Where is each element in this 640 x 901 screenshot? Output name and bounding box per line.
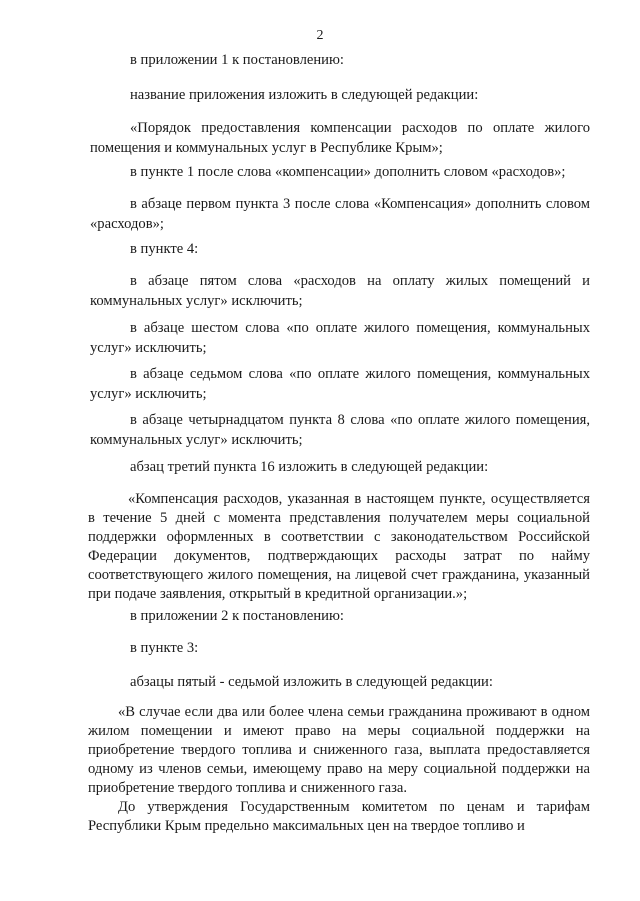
paragraph-abzac-14: в абзаце четырнадцатом пункта 8 слова «по оплате жилого помещения, коммунальных услуг» исключить;	[90, 412, 590, 448]
paragraph-point-4: в пункте 4:	[130, 241, 199, 257]
paragraph-abzac-5: в абзаце пятом слова «расходов на оплату жилых помещений и коммунальных услуг» исключить;	[90, 273, 590, 309]
paragraph-compensation-quote: «Компенсация расходов, указанная в настоящем пункте, осуществляется в течение 5 дней с момента представления получателем меры социальной поддержки оформленных в соответствии с законодательством Российской Федерации документов, подтверждающих расходы затрат по найму соответствующего жилого помещения, на лицевой счет гражданина, указанный при подаче заявления, открытый в кредитной организации.»;	[88, 491, 590, 602]
paragraph-abzac-6: в абзаце шестом слова «по оплате жилого помещения, коммунальных услуг» исключить;	[90, 320, 590, 356]
paragraph-point-16: абзац третий пункта 16 изложить в следующей редакции:	[130, 459, 489, 475]
paragraph-until-approval: До утверждения Государственным комитетом по ценам и тарифам Республики Крым предельно максимальных цен на твердое топливо и	[88, 799, 590, 834]
paragraph-title-instruction: название приложения изложить в следующей редакции:	[130, 87, 479, 103]
paragraph-point-3-app2: в пункте 3:	[130, 640, 199, 656]
paragraph-family-quote: «В случае если два или более члена семьи гражданина проживают в одном жилом помещении и имеют право на меры социальной поддержки на приобретение твердого топлива и сниженного газа, выплата предоставляется одному из членов семьи, имеющему право на меру социальной поддержки на приобретение твердого топлива и сниженного газа.	[88, 704, 590, 796]
paragraph-abzacy-5-7: абзацы пятый - седьмой изложить в следующей редакции:	[130, 674, 493, 690]
paragraph-point-1: в пункте 1 после слова «компенсации» дополнить словом «расходов»;	[130, 164, 566, 180]
paragraph-new-title: «Порядок предоставления компенсации расходов по оплате жилого помещения и коммунальных услуг в Республике Крым»;	[90, 120, 590, 156]
paragraph-appendix-1: в приложении 1 к постановлению:	[130, 52, 344, 68]
page-number: 2	[316, 28, 324, 43]
paragraph-point-3: в абзаце первом пункта 3 после слова «Компенсация» дополнить словом «расходов»;	[90, 196, 590, 232]
paragraph-appendix-2: в приложении 2 к постановлению:	[130, 608, 344, 624]
paragraph-abzac-7: в абзаце седьмом слова «по оплате жилого помещения, коммунальных услуг» исключить;	[90, 366, 590, 402]
